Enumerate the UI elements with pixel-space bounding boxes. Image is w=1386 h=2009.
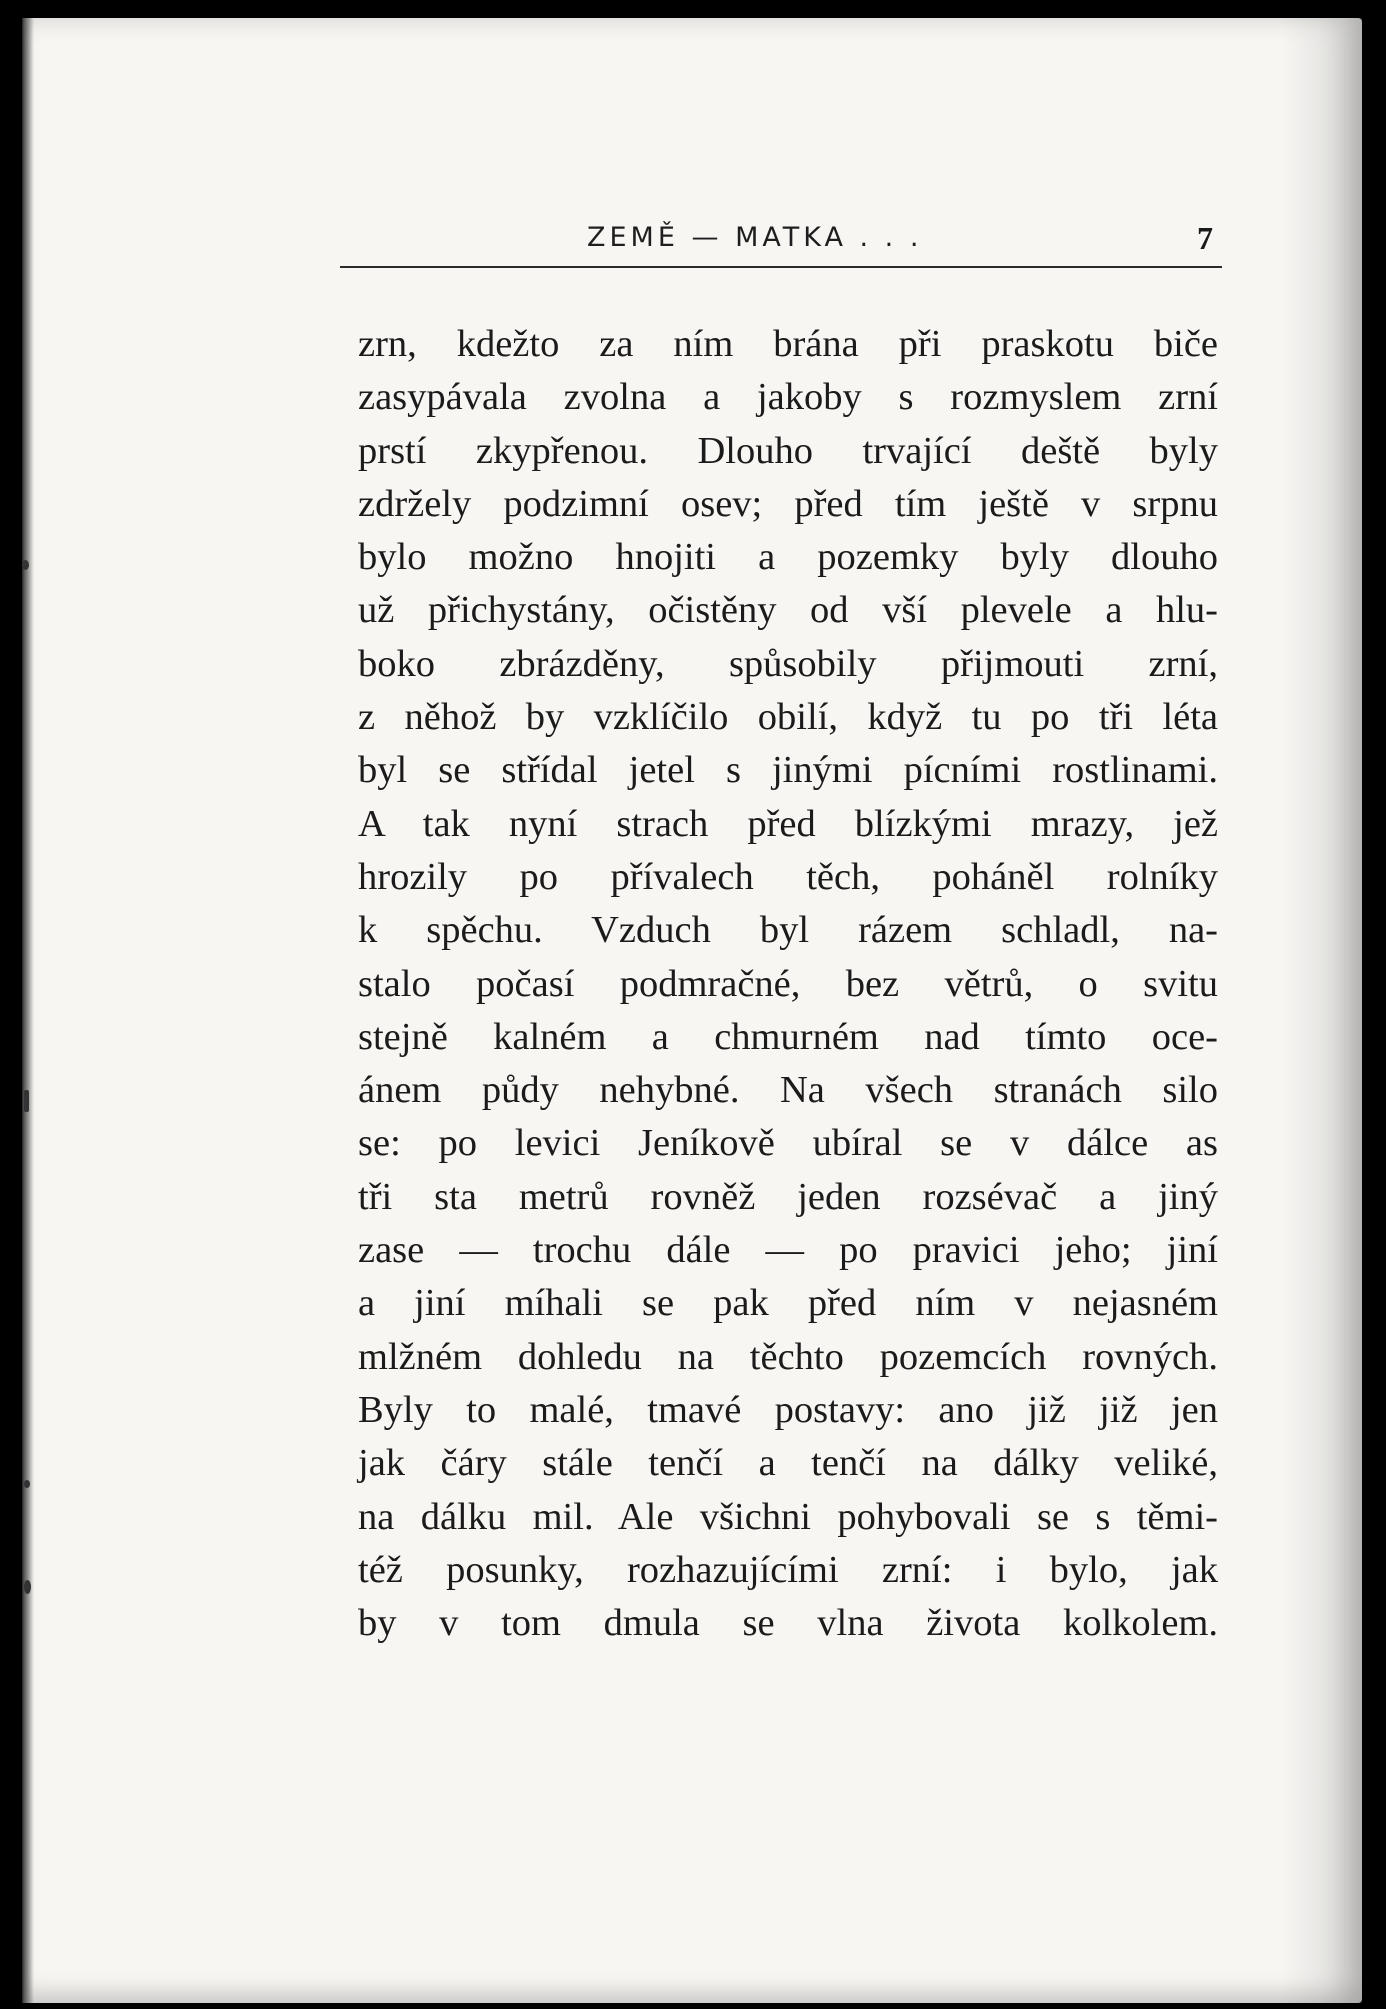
scan-speck <box>24 1580 31 1594</box>
text-line: zase — trochu dále — po pravici jeho; jiní <box>358 1229 1218 1272</box>
text-line: jak čáry stále tenčí a tenčí na dálky veliké, <box>358 1442 1218 1485</box>
text-line: Byly to malé, tmavé postavy: ano již již jen <box>358 1388 1218 1431</box>
text-line: ánem půdy nehybné. Na všech stranách silo <box>358 1069 1218 1112</box>
text-line: už přichystány, očistěny od vší plevele a hlu- <box>358 589 1218 632</box>
text-line: A tak nyní strach před blízkými mrazy, jež <box>358 802 1218 845</box>
page-number: 7 <box>1197 220 1213 256</box>
text-line: se: po levici Jeníkově ubíral se v dálce as <box>358 1122 1218 1165</box>
text-line: by v tom dmula se vlna života kolkolem. <box>358 1602 1218 1645</box>
body-text <box>358 318 1218 1650</box>
scan-speck <box>22 560 29 570</box>
running-head <box>340 202 1240 262</box>
text-line: z něhož by vzklíčilo obilí, když tu po tři léta <box>358 696 1218 739</box>
text-line: na dálku mil. Ale všichni pohybovali se s těmi- <box>358 1495 1218 1538</box>
text-line: byl se střídal jetel s jinými pícními rostlinami. <box>358 749 1218 792</box>
text-line: a jiní míhali se pak před ním v nejasném <box>358 1282 1218 1325</box>
text-line: zrn, kdežto za ním brána při praskotu biče <box>358 323 1218 365</box>
text-line: prstí zkypřenou. Dlouho trvající deště byly <box>358 429 1218 472</box>
text-line: též posunky, rozhazujícími zrní: i bylo, jak <box>358 1548 1218 1591</box>
scan-speck <box>24 1090 29 1112</box>
text-line: stejně kalném a chmurném nad tímto oce- <box>358 1015 1218 1058</box>
header-rule <box>340 266 1222 268</box>
text-line: k spěchu. Vzduch byl rázem schladl, na- <box>358 909 1218 952</box>
text-line: mlžném dohledu na těchto pozemcích rovných. <box>358 1335 1218 1378</box>
text-line: zdržely podzimní osev; před tím ještě v srpnu <box>358 482 1218 525</box>
text-line: bylo možno hnojiti a pozemky byly dlouho <box>358 536 1218 579</box>
text-line: zasypávala zvolna a jakoby s rozmyslem zrní <box>358 376 1218 419</box>
running-head-title: ZEMĚ — MATKA . . . <box>587 222 923 253</box>
text-line: boko zbrázděny, spůsobily přijmouti zrní, <box>358 642 1218 685</box>
text-line: hrozily po přívalech těch, poháněl rolníky <box>358 855 1218 898</box>
scan-speck <box>24 1480 30 1488</box>
text-line: tři sta metrů rovněž jeden rozsévač a jiný <box>358 1175 1218 1218</box>
text-line: stalo počasí podmračné, bez větrů, o svitu <box>358 962 1218 1005</box>
